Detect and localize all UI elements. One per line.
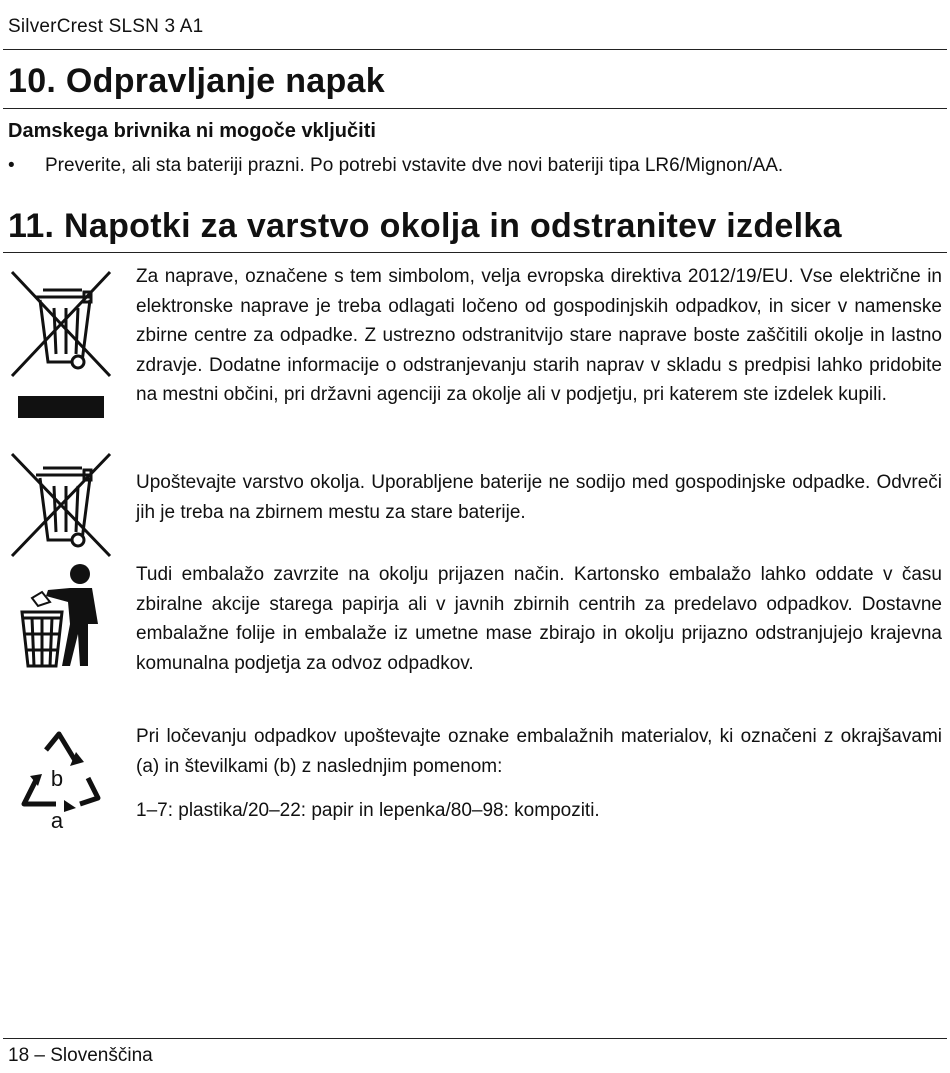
section-11-rule: [3, 252, 947, 253]
bullet-text: Preverite, ali sta bateriji prazni. Po potrebi vstavite dve novi bateriji tipa LR6/Mignon/AA.: [45, 155, 784, 176]
recycling-triangle-icon: [16, 728, 102, 837]
header-rule: [3, 49, 947, 50]
page-footer: 18 – Slovenščina: [8, 1045, 153, 1066]
recycling-codes: 1–7: plastika/20–22: papir in lepenka/80–98: kompoziti.: [136, 800, 600, 821]
section-11-heading: 11. Napotki za varstvo okolja in odstranitev izdelka: [8, 207, 842, 245]
section-10-heading: 10. Odpravljanje napak: [8, 62, 385, 100]
battery-paragraph: Upoštevajte varstvo okolja. Uporabljene baterije ne sodijo med gospodinjske odpadke. Odvreči jih je treba na zbirnem mestu za stare baterije.: [136, 472, 942, 523]
weee-paragraph: Za naprave, označene s tem simbolom, velja evropska direktiva 2012/19/EU. Vse električne in elektronske naprave je treba odlagati ločeno od gospodinjskih odpadkov, in sicer v namenske zbirne centre za odpadke. Z ustrezno odstranitvijo stare naprave boste zaščitili okolje in lastno zdravje. Dodatne informacije o odstranjevanju starih naprav v skladu s predpisi lahko pridobite na mestni občini, pri državni agenciji za okolje ali v podjetju, pri katerem ste izdelek kupili.: [136, 266, 942, 406]
recycle-label-a: a: [50, 808, 64, 832]
bullet-icon: •: [8, 155, 15, 176]
tidyman-litter-icon: [18, 562, 108, 675]
section-10-rule: [3, 108, 947, 109]
document-header: SilverCrest SLSN 3 A1: [8, 16, 204, 37]
section-10-subheading: Damskega brivnika ni mogoče vključiti: [8, 120, 376, 142]
footer-rule: [3, 1038, 947, 1039]
packaging-paragraph: Tudi embalažo zavrzite na okolju prijazen način. Kartonsko embalažo lahko oddate v času zbiralne akcije starega papirja ali v javnih zbirnih centrih za predelavo odpadkov. Dostavne embalažne folije in embalaže iz umetne mase zbirajo in okolju prijazno odstranjujejo krajevna komunalna podjetja za odvoz odpadkov.: [136, 564, 942, 674]
weee-crossed-bin-with-bar-icon: [10, 268, 114, 429]
recycle-label-b: b: [50, 766, 64, 791]
recycling-paragraph: Pri ločevanju odpadkov upoštevajte oznake embalažnih materialov, ki označeni z okrajšavami (a) in številkami (b) z naslednjim pomenom:: [136, 726, 942, 777]
bullet-item: [8, 155, 783, 177]
crossed-bin-icon: [10, 452, 114, 565]
